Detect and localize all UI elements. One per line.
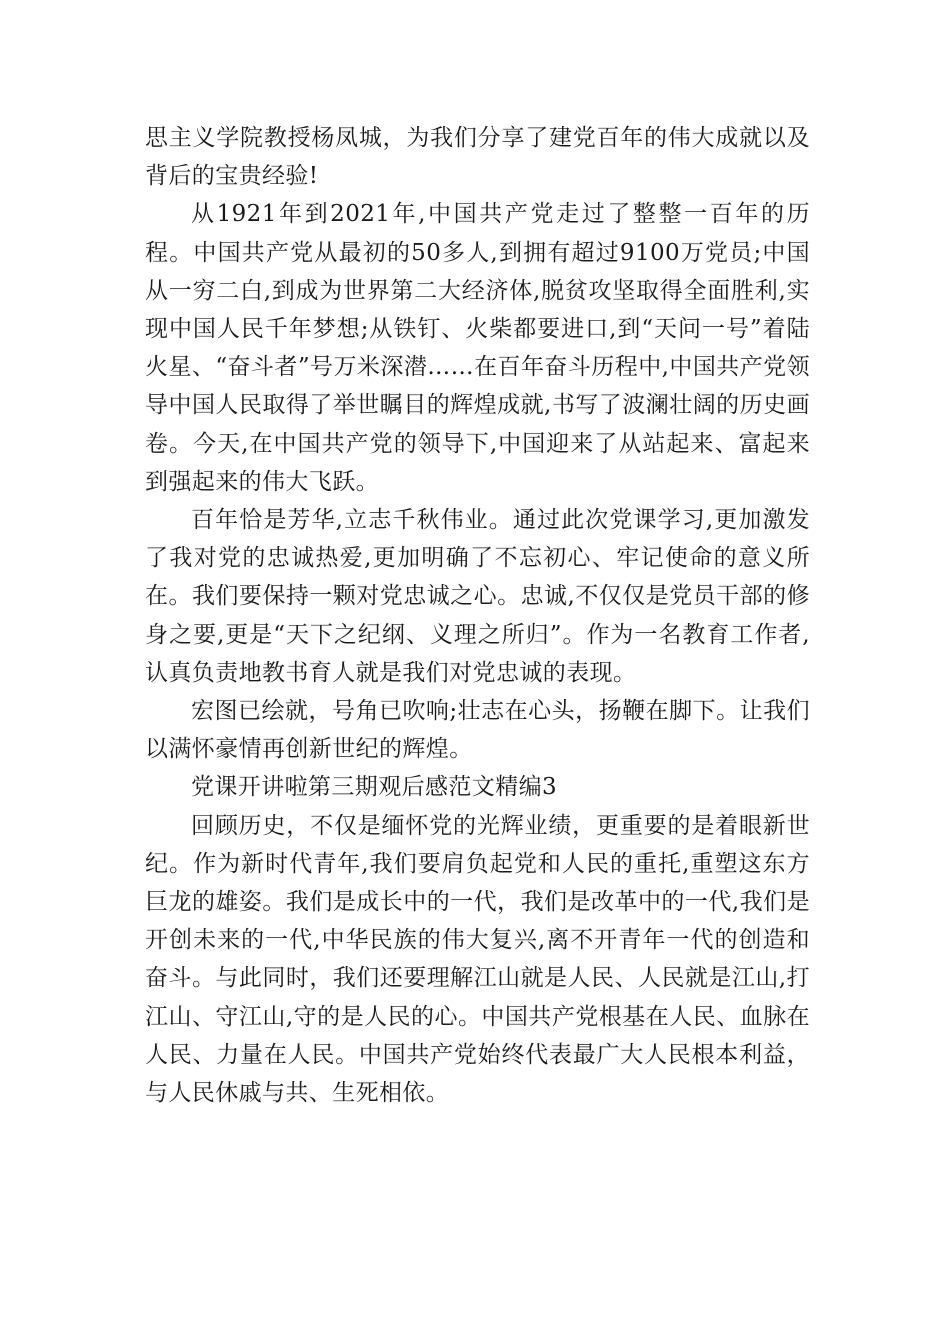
paragraph-blueprint: 宏图已绘就，号角已吹响;壮志在心头，扬鞭在脚下。让我们以满怀豪情再创新世纪的辉煌。 [145,698,810,763]
paragraph-continuation: 思主义学院教授杨凤城，为我们分享了建党百年的伟大成就以及背后的宝贵经验! [145,125,810,190]
document-body [145,119,810,1112]
paragraph-loyalty: 百年恰是芳华,立志千秋伟业。通过此次党课学习,更加激发了我对党的忠诚热爱,更加明确了不忘初心、牢记使命的意义所在。我们要保持一颗对党忠诚之心。忠诚,不仅仅是党员干部的修身之要,更是“天下之纪纲、义理之所归”。作为一名教育工作者,认真负责地教书育人就是我们对党忠诚的表现。 [145,507,810,686]
paragraph-century-history: 从1921年到2021年,中国共产党走过了整整一百年的历程。中国共产党从最初的50多人,到拥有超过9100万党员;中国从一穷二白,到成为世界第二大经济体,脱贫攻坚取得全面胜利,实现中国人民千年梦想;从铁钉、火柴都要进口,到“天问一号”着陆火星、“奋斗者”号万米深潜……在百年奋斗历程中,中国共产党领导中国人民取得了举世瞩目的辉煌成就,书写了波澜壮阔的历史画卷。今天,在中国共产党的领导下,中国迎来了从站起来、富起来到强起来的伟大飞跃。 [145,201,810,495]
section-heading: 党课开讲啦第三期观后感范文精编3 [191,774,558,801]
paragraph-review-history: 回顾历史，不仅是缅怀党的光辉业绩，更重要的是着眼新世纪。作为新时代青年,我们要肩负起党和人民的重托,重塑这东方巨龙的雄姿。我们是成长中的一代，我们是改革中的一代,我们是开创未来的一代,中华民族的伟大复兴,离不开青年一代的创造和奋斗。与此同时，我们还要理解江山就是人民、人民就是江山,打江山、守江山,守的是人民的心。中国共产党根基在人民、血脉在人民、力量在人民。中国共产党始终代表最广大人民根本利益，与人民休戚与共、生死相依。 [145,812,810,1107]
